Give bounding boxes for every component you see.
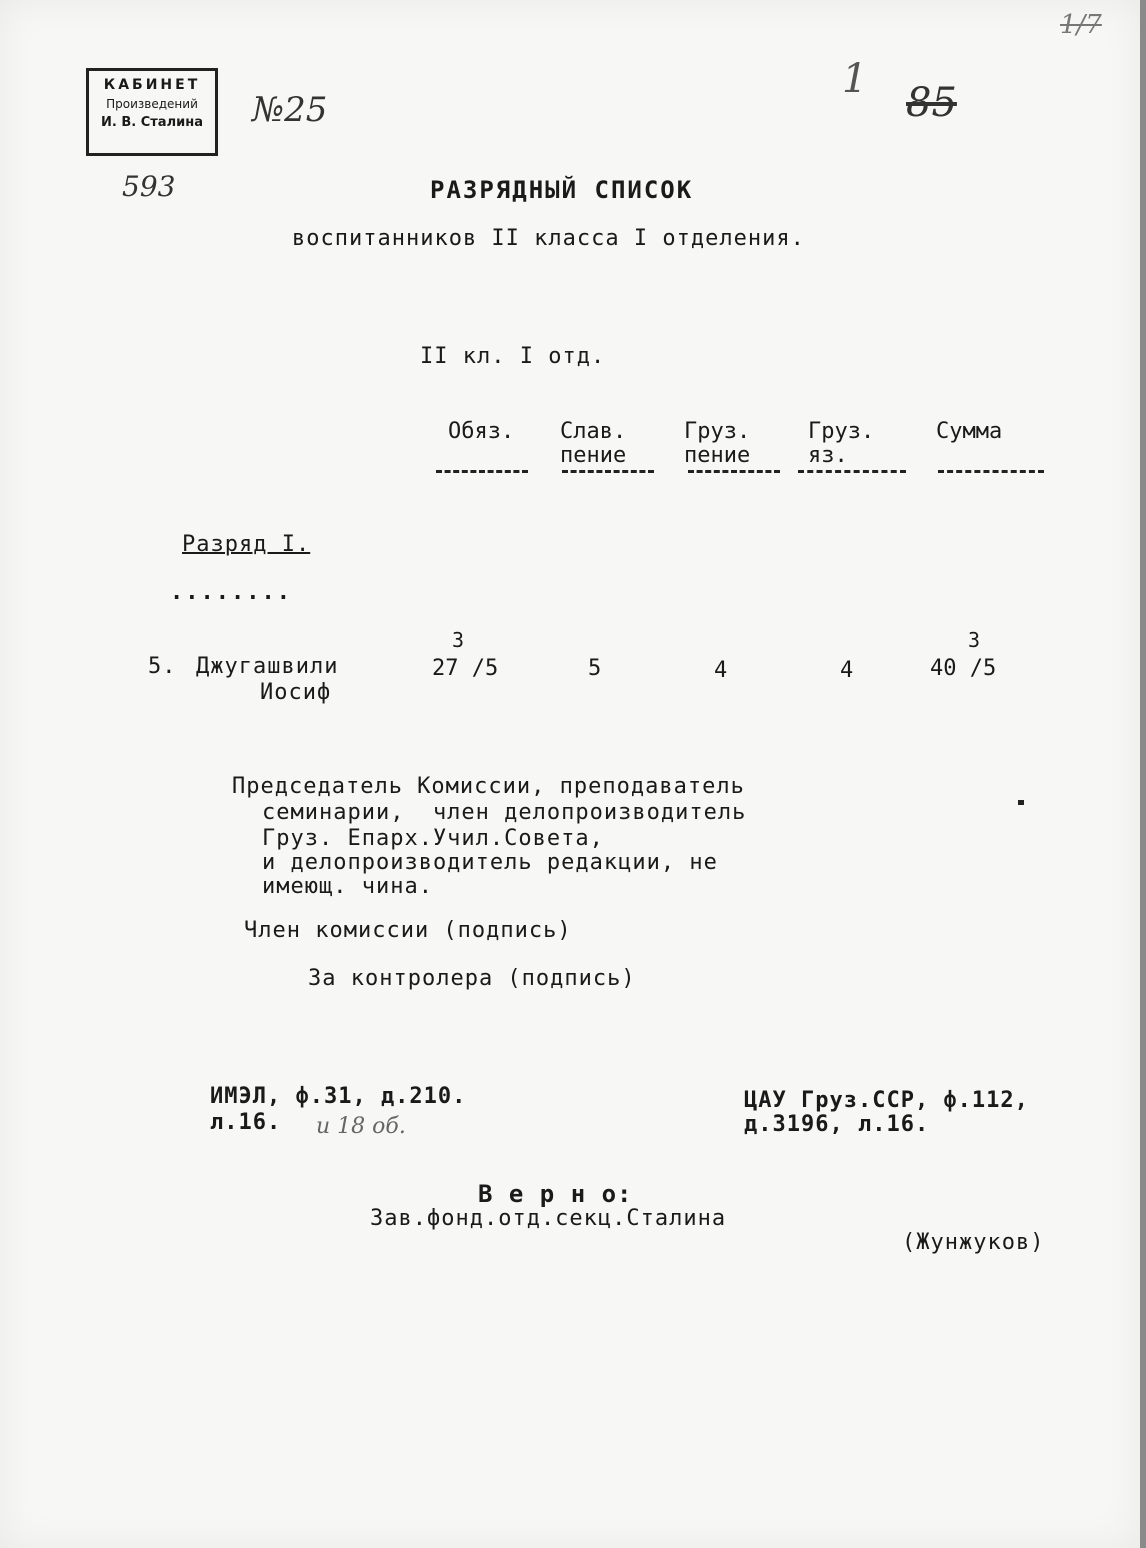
chair-line-3: Груз. Епарх.Учил.Совета,: [262, 826, 604, 851]
stamp-line-1: КАБИНЕТ: [103, 77, 201, 93]
certified-label: В е р н о:: [478, 1180, 633, 1208]
slav-score: 5: [588, 656, 602, 681]
oblig-fraction-numerator: 3: [452, 628, 465, 652]
document-title: РАЗРЯДНЫЙ СПИСОК: [430, 176, 694, 204]
gruz-yaz-score: 4: [840, 658, 854, 683]
handwritten-number: №25: [252, 90, 328, 130]
archive-ref-left-2: л.16.: [210, 1110, 282, 1135]
archive-ref-right-1: ЦАУ Груз.ССР, ф.112,: [744, 1088, 1029, 1113]
omitted-rows: ........: [170, 580, 292, 605]
column-header-oblig: Обяз.: [448, 419, 515, 444]
section-label: II кл. I отд.: [420, 344, 606, 369]
commission-member: Член комиссии (подпись): [244, 918, 572, 943]
archive-stamp: [86, 68, 218, 156]
document-subtitle: воспитанников II класса I отделения.: [292, 226, 805, 251]
chair-line-1: Председатель Комиссии, преподаватель: [232, 774, 745, 799]
oblig-score: 27 /5: [432, 656, 499, 681]
handwritten-page-crossed: 85: [906, 80, 957, 126]
archive-ref-right-2: д.3196, л.16.: [744, 1112, 930, 1137]
rank-label: Разряд I.: [182, 532, 311, 557]
student-name: Иосиф: [260, 680, 332, 705]
stamp-line-3: И. В. Сталина: [101, 115, 203, 130]
archive-ref-left-1: ИМЭЛ, ф.31, д.210.: [210, 1084, 467, 1109]
stamp-line-2: Произведений: [106, 97, 198, 111]
handwritten-note: и 18 об.: [316, 1114, 406, 1139]
column-rule-gruz-yaz: [798, 470, 906, 476]
column-rule-sum: [938, 470, 1044, 476]
column-header-slav: Слав. пение: [560, 419, 627, 468]
column-header-gruz-pen: Груз. пение: [684, 419, 751, 468]
ink-speck: [1018, 800, 1024, 805]
gruz-pen-score: 4: [714, 658, 728, 683]
controller-signature: За контролера (подпись): [308, 966, 636, 991]
chair-line-2: семинарии, член делопроизводитель: [262, 800, 747, 825]
student-surname: Джугашвили: [196, 654, 339, 679]
handwritten-code: 593: [122, 170, 176, 203]
column-rule-slav: [562, 470, 654, 476]
column-header-sum: Сумма: [936, 419, 1003, 444]
handwritten-page-one: 1: [842, 56, 868, 102]
column-rule-gruz-pen: [688, 470, 780, 476]
row-number: 5.: [148, 654, 177, 679]
certifier-position: Зав.фонд.отд.секц.Сталина: [370, 1206, 727, 1231]
column-rule-oblig: [436, 470, 528, 476]
chair-line-5: имеющ. чина.: [262, 874, 433, 899]
sum-fraction-numerator: 3: [968, 628, 981, 652]
handwritten-corner-mark: 1/7: [1060, 10, 1102, 40]
sum-score: 40 /5: [930, 656, 997, 681]
chair-line-4: и делопроизводитель редакции, не: [262, 850, 718, 875]
column-header-gruz-yaz: Груз. яз.: [808, 419, 875, 468]
certifier-name: (Жунжуков): [902, 1230, 1045, 1255]
